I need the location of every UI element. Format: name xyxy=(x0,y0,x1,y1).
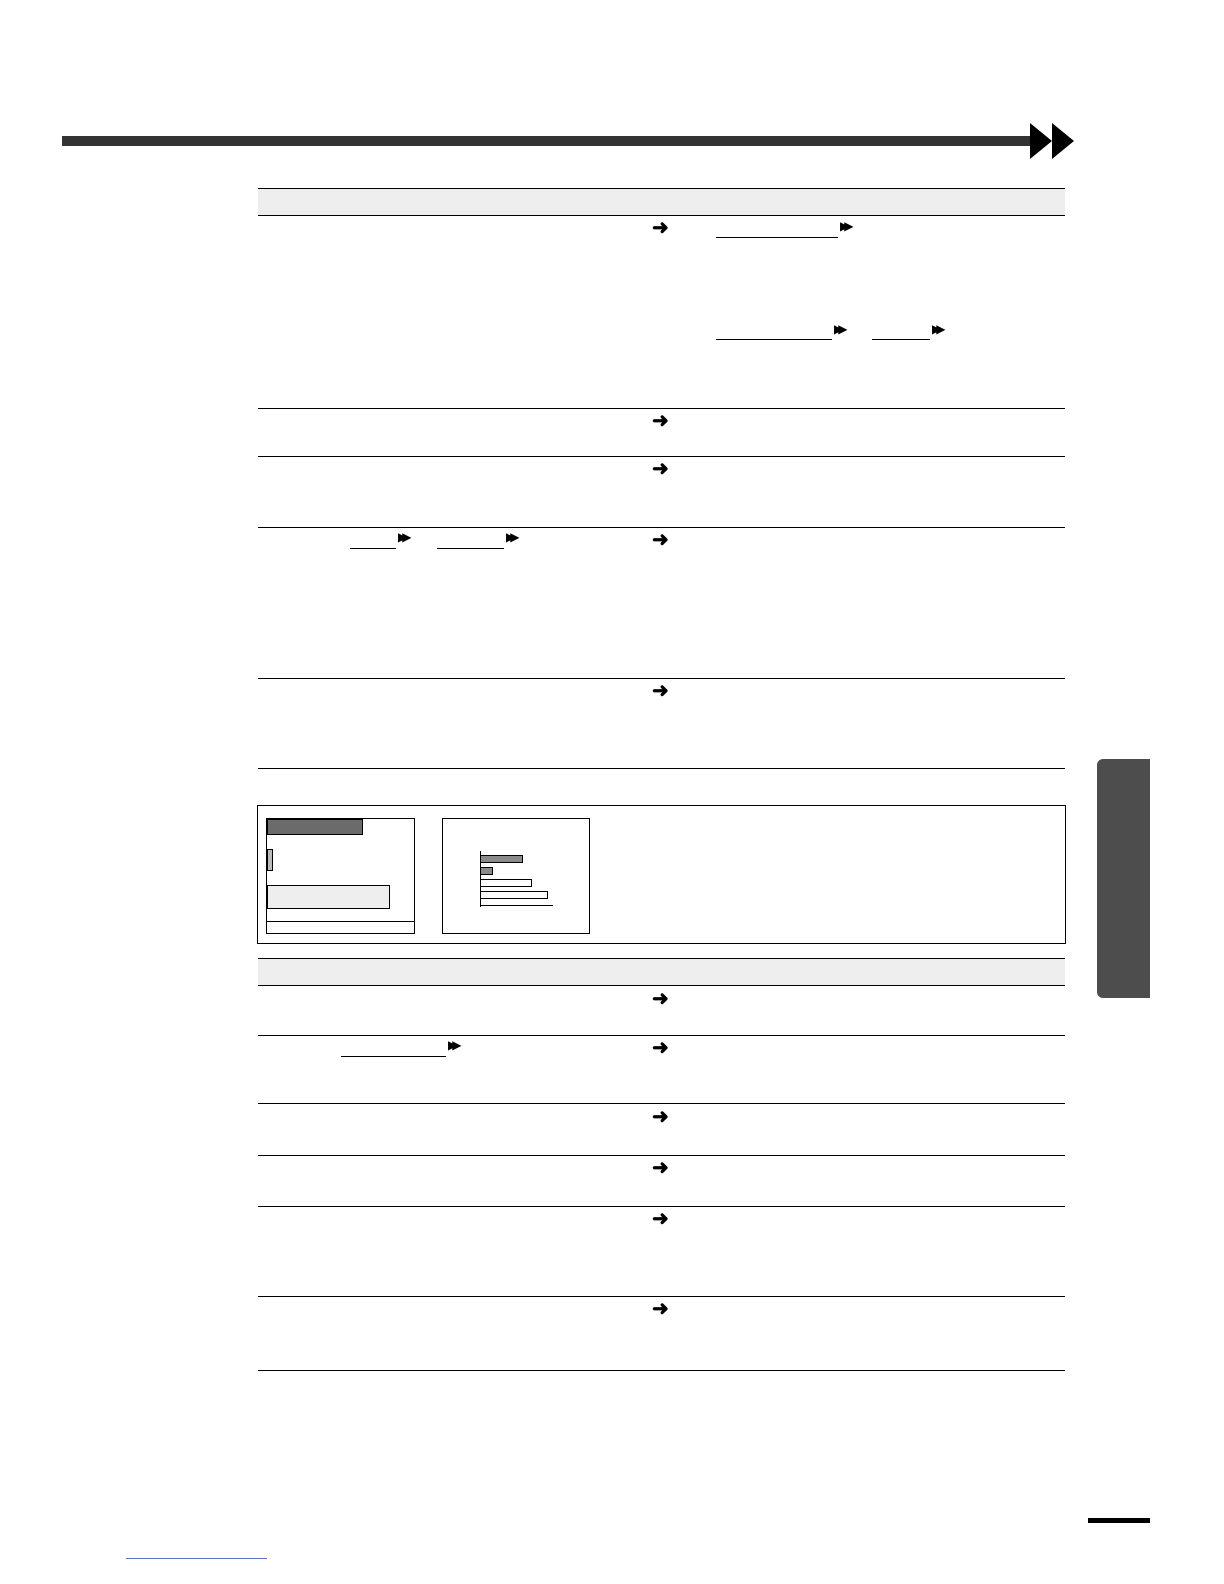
table-2-header xyxy=(258,958,1065,986)
bar-graph-bar xyxy=(480,879,532,887)
menu-highlight-box xyxy=(267,885,390,909)
double-chevron-icon: ▶▶ xyxy=(448,1038,457,1052)
cross-reference-link[interactable] xyxy=(716,237,838,238)
menu-title-bar xyxy=(267,819,363,835)
row-divider xyxy=(258,1206,1065,1207)
page-number-bar xyxy=(1088,1518,1150,1523)
row-divider xyxy=(258,1103,1065,1104)
right-arrow-icon: ➜ xyxy=(652,410,669,432)
footer-link[interactable] xyxy=(126,1558,267,1559)
screen-illustration-panel xyxy=(257,805,1066,944)
right-arrow-icon: ➜ xyxy=(652,529,669,551)
bar-graph-bar xyxy=(480,867,493,875)
row-divider xyxy=(258,527,1065,528)
header-rule xyxy=(62,136,1034,146)
right-arrow-icon: ➜ xyxy=(652,1157,669,1179)
cross-reference-link[interactable] xyxy=(350,548,396,549)
double-chevron-icon: ▶▶ xyxy=(932,322,941,336)
table-2-bottom-rule xyxy=(258,1370,1065,1371)
right-arrow-icon: ➜ xyxy=(652,1106,669,1128)
menu-divider xyxy=(267,921,414,922)
right-arrow-icon: ➜ xyxy=(652,217,669,239)
right-arrow-icon: ➜ xyxy=(652,1037,669,1059)
right-arrow-icon: ➜ xyxy=(652,458,669,480)
right-arrow-icon: ➜ xyxy=(652,1208,669,1230)
bar-graph-bar xyxy=(480,891,548,899)
double-chevron-icon: ▶▶ xyxy=(506,530,515,544)
table-1-bottom-rule xyxy=(258,768,1065,769)
right-arrow-icon: ➜ xyxy=(652,1298,669,1320)
double-right-triangle-icon-2 xyxy=(1052,123,1074,159)
section-side-tab[interactable] xyxy=(1097,759,1150,998)
bar-graph-bar xyxy=(480,855,523,863)
row-divider xyxy=(258,1296,1065,1297)
row-divider xyxy=(258,456,1065,457)
table-1-header xyxy=(258,188,1065,216)
cross-reference-link[interactable] xyxy=(872,339,930,340)
bar-graph-screen xyxy=(442,818,590,934)
cross-reference-link[interactable] xyxy=(716,339,832,340)
cross-reference-link[interactable] xyxy=(437,548,504,549)
right-arrow-icon: ➜ xyxy=(652,680,669,702)
row-divider xyxy=(258,408,1065,409)
cross-reference-link[interactable] xyxy=(341,1056,446,1057)
double-chevron-icon: ▶▶ xyxy=(398,530,407,544)
bar-graph-baseline xyxy=(480,905,553,906)
double-chevron-icon: ▶▶ xyxy=(834,322,843,336)
double-right-triangle-icon xyxy=(1030,123,1052,159)
double-chevron-icon: ▶▶ xyxy=(840,219,849,233)
row-divider xyxy=(258,1035,1065,1036)
row-divider xyxy=(258,678,1065,679)
right-arrow-icon: ➜ xyxy=(652,988,669,1010)
row-divider xyxy=(258,1155,1065,1156)
menu-cursor xyxy=(267,849,273,871)
menu-screen xyxy=(266,818,415,934)
